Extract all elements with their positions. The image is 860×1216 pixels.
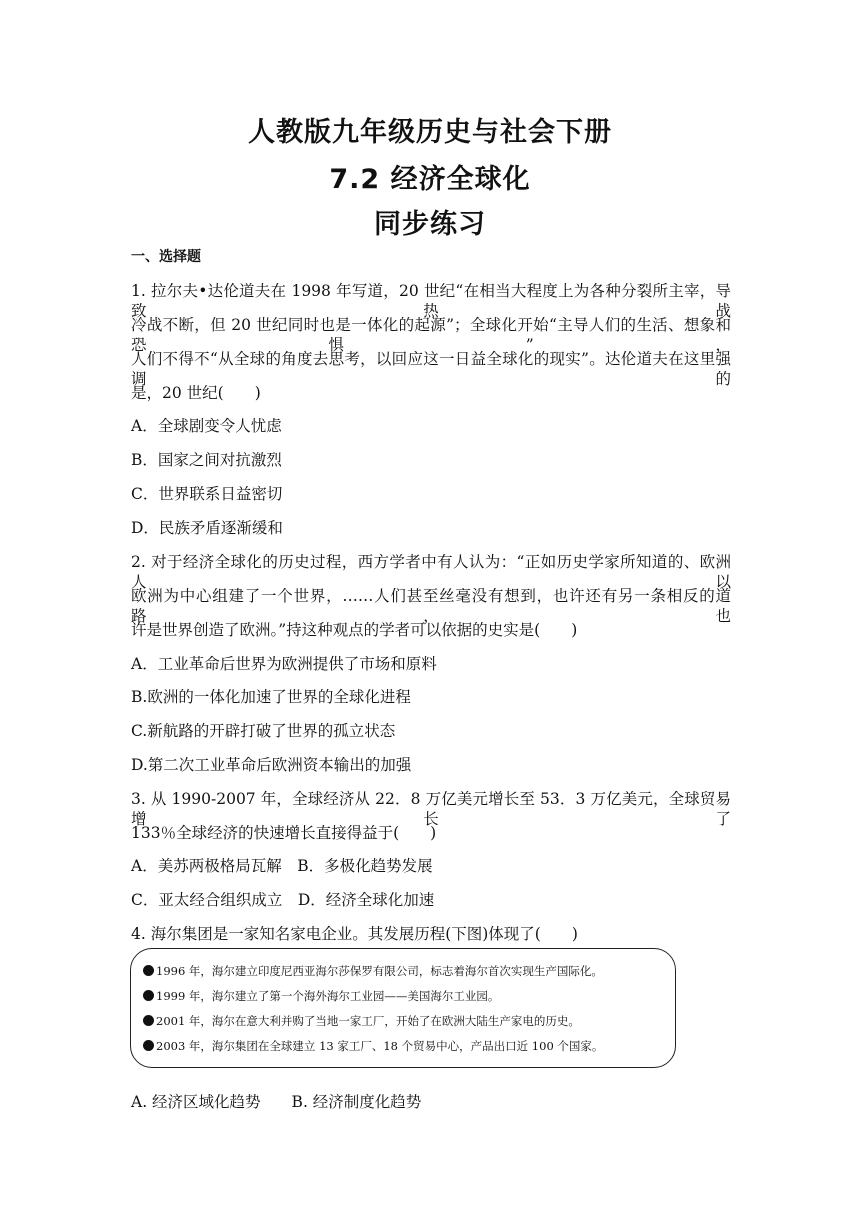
bullet-icon: [143, 1040, 154, 1051]
question-2-option-d: D.第二次工业革命后欧洲资本输出的加强: [131, 756, 412, 774]
question-3-options-cd: C．亚太经合组织成立 D．经济全球化加速: [131, 891, 435, 909]
question-3-line: 133％全球经济的快速增长直接得益于( ): [131, 824, 437, 842]
timeline-entry: 1999 年，海尔建立了第一个海外海尔工业园——美国海尔工业园。: [143, 988, 499, 1004]
question-3-line: 3. 从 1990-2007 年，全球经济从 22．8 万亿美元增长至 53．3 万亿美元，全球贸易增长了: [131, 790, 731, 828]
question-1-option-d: D．民族矛盾逐渐缓和: [131, 519, 283, 537]
bullet-icon: [143, 990, 154, 1001]
question-1-line: 1. 拉尔夫•达伦道夫在 1998 年写道，20 世纪“在相当大程度上为各种分裂所主宰，导致热战: [131, 282, 731, 320]
section-heading: 一、选择题: [131, 249, 201, 265]
question-4-line: 4. 海尔集团是一家知名家电企业。其发展历程(下图)体现了( ): [131, 925, 578, 943]
bullet-icon: [143, 1015, 154, 1026]
question-2-option-b: B.欧洲的一体化加速了世界的全球化进程: [131, 688, 411, 706]
timeline-entry: 1996 年，海尔建立印度尼西亚海尔莎保罗有限公司，标志着海尔首次实现生产国际化。: [143, 963, 603, 979]
question-1-line: 冷战不断，但 20 世纪同时也是一体化的起源”；全球化开始“主导人们的生活、想象和恐惧”，: [131, 316, 731, 354]
timeline-entry: 2003 年，海尔集团在全球建立 13 家工厂、18 个贸易中心，产品出口近 100 个国家。: [143, 1038, 603, 1054]
question-1-line: 是，20 世纪( ): [131, 384, 261, 402]
question-2-option-a: A．工业革命后世界为欧洲提供了市场和原料: [131, 655, 437, 673]
lesson-title: 7.2 经济全球化: [329, 164, 531, 195]
question-1-option-b: B．国家之间对抗激烈: [131, 451, 282, 469]
question-2-option-c: C.新航路的开辟打破了世界的孤立状态: [131, 722, 396, 740]
question-3-options-ab: A．美苏两极格局瓦解 B．多极化趋势发展: [131, 857, 433, 875]
bullet-icon: [143, 965, 154, 976]
question-4-options-ab: A. 经济区域化趋势 B. 经济制度化趋势: [131, 1093, 422, 1111]
question-2-line: 许是世界创造了欧洲。”持这种观点的学者可以依据的史实是( ): [131, 621, 578, 639]
question-2-line: 欧洲为中心组建了一个世界，……人们甚至丝毫没有想到，也许还有另一条相反的道路，也: [131, 587, 731, 625]
timeline-entry: 2001 年，海尔在意大利并购了当地一家工厂，开始了在欧洲大陆生产家电的历史。: [143, 1013, 580, 1029]
document-title: 人教版九年级历史与社会下册: [248, 117, 612, 148]
exercise-title: 同步练习: [374, 209, 486, 240]
question-2-line: 2. 对于经济全球化的历史过程，西方学者中有人认为：“正如历史学家所知道的、欧洲人以: [131, 553, 731, 591]
haier-timeline-box: [130, 948, 676, 1068]
question-1-option-a: A．全球剧变令人忧虑: [131, 417, 282, 435]
question-1-line: 人们不得不“从全球的角度去思考，以回应这一日益全球化的现实”。达伦道夫在这里强调的: [131, 350, 731, 388]
question-1-option-c: C．世界联系日益密切: [131, 485, 283, 503]
